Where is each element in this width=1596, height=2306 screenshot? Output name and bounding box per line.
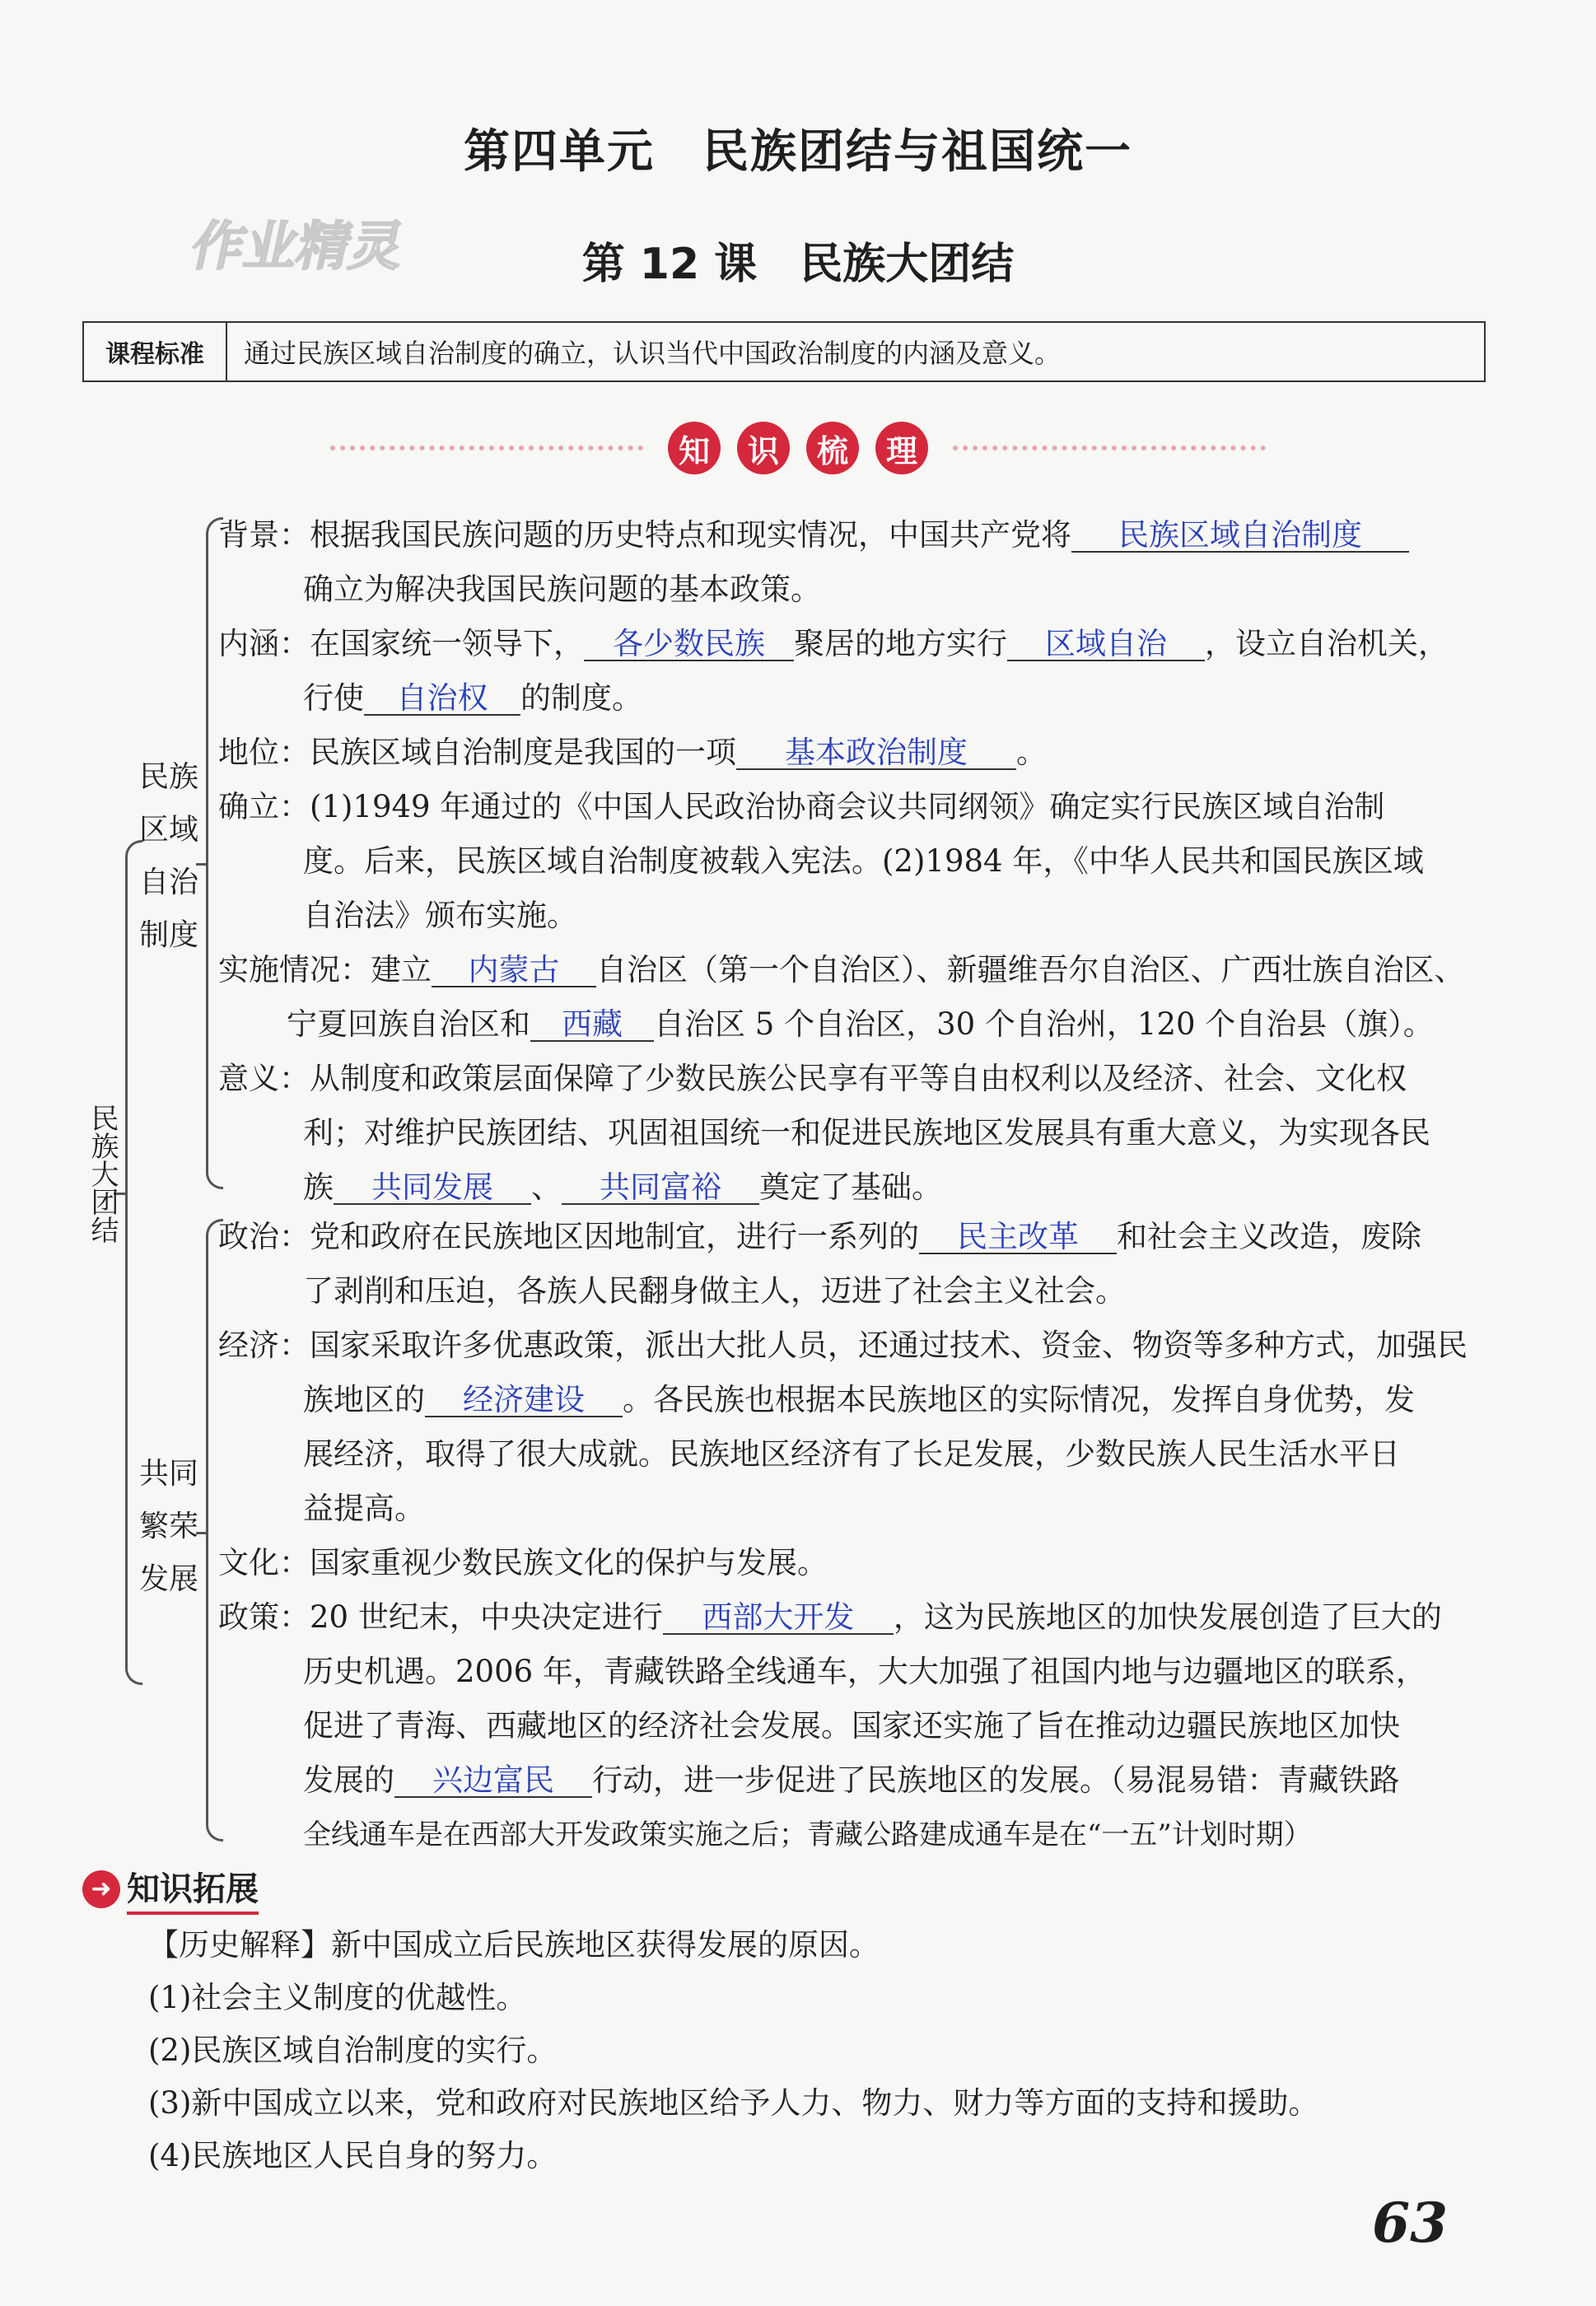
answer-blank: 内蒙古 xyxy=(432,955,596,987)
text-line: 实施情况：建立 内蒙古 自治区（第一个自治区）、新疆维吾尔自治区、广西壮族自治区、 xyxy=(218,952,1465,987)
extension-item: (3)新中国成立以来，党和政府对民族地区给予人力、物力、财力等方面的支持和援助。 xyxy=(148,2085,1319,2121)
text-line: 展经济，取得了很大成就。民族地区经济有了长足发展，少数民族人民生活水平日 xyxy=(303,1436,1400,1472)
page-number: 63 xyxy=(1372,2191,1448,2255)
text-line: 经济：国家采取许多优惠政策，派出大批人员，还通过技术、资金、物资等多种方式，加强民 xyxy=(218,1328,1468,1363)
divider xyxy=(330,446,643,450)
answer-blank: 共同富裕 xyxy=(562,1172,759,1205)
standard-text: 通过民族区域自治制度的确立，认识当代中国政治制度的内涵及意义。 xyxy=(244,338,1062,369)
text-line: 背景：根据我国民族问题的历史特点和现实情况，中国共产党将 民族区域自治制度 xyxy=(218,517,1409,553)
text-line: 确立：(1)1949 年通过的《中国人民政治协商会议共同纲领》确定实行民族区域自治制 xyxy=(218,789,1385,824)
divider xyxy=(953,446,1266,450)
answer-blank: 西部大开发 xyxy=(663,1602,894,1635)
arrow-right-icon: ➜ xyxy=(82,1870,120,1908)
text-line: 益提高。 xyxy=(303,1491,425,1526)
text-line: 内涵：在国家统一领导下， 各少数民族 聚居的地方实行 区域自治 ，设立自治机关， xyxy=(218,626,1449,661)
text-line: 发展的 兴边富民 行动，进一步促进了民族地区的发展。（易混易错：青藏铁路 xyxy=(303,1762,1400,1798)
answer-blank: 区域自治 xyxy=(1007,628,1205,661)
text-line: 了剥削和压迫，各族人民翻身做主人，迈进了社会主义社会。 xyxy=(303,1273,1126,1309)
extension-item: (1)社会主义制度的优越性。 xyxy=(148,1980,527,2015)
text-line: 确立为解决我国民族问题的基本政策。 xyxy=(303,572,821,607)
text-line: 全线通车是在西部大开发政策实施之后；青藏公路建成通车是在“一五”计划时期） xyxy=(303,1818,1312,1851)
text-line: 族 共同发展 、 共同富裕 奠定了基础。 xyxy=(303,1169,942,1205)
watermark-logo: 作业精灵 xyxy=(185,217,410,278)
standard-label: 课程标准 xyxy=(84,323,227,380)
heading-char: 识 xyxy=(737,422,790,474)
text-line: 政治：党和政府在民族地区因地制宜，进行一系列的 民主改革 和社会主义改造，废除 xyxy=(218,1219,1421,1254)
answer-blank: 自治权 xyxy=(364,683,520,716)
unit-title: 第四单元 民族团结与祖国统一 xyxy=(464,125,1132,179)
branch2-brace xyxy=(206,1219,223,1842)
answer-blank: 各少数民族 xyxy=(584,628,794,661)
text-line: 历史机遇。2006 年，青藏铁路全线通车，大大加强了祖国内地与边疆地区的联系， xyxy=(303,1654,1426,1689)
answer-blank: 兴边富民 xyxy=(394,1765,592,1798)
text-line: 利；对维护民族团结、巩固祖国统一和促进民族地区发展具有重大意义，为实现各民 xyxy=(303,1115,1430,1151)
text-line: 行使 自治权 的制度。 xyxy=(303,680,642,716)
text-line: 族地区的 经济建设 。各民族也根据本民族地区的实际情况，发挥自身优势，发 xyxy=(303,1382,1415,1417)
answer-blank: 民族区域自治制度 xyxy=(1071,520,1409,553)
extension-heading xyxy=(82,1863,259,1915)
answer-blank: 共同发展 xyxy=(334,1172,531,1205)
extension-title: 【历史解释】新中国成立后民族地区获得发展的原因。 xyxy=(148,1927,880,1963)
text-line: 意义：从制度和政策层面保障了少数民族公民享有平等自由权利以及经济、社会、文化权 xyxy=(218,1061,1407,1096)
lesson-title: 第 12 课 民族大团结 xyxy=(581,240,1015,289)
text-line: 度。后来，民族区域自治制度被载入宪法。(2)1984 年，《中华人民共和国民族区域 xyxy=(303,843,1424,879)
root-label: 民族大团结 xyxy=(86,1104,119,1244)
text-line: 促进了青海、西藏地区的经济社会发展。国家还实施了旨在推动边疆民族地区加快 xyxy=(303,1708,1400,1744)
text-line: 宁夏回族自治区和 西藏 自治区 5 个自治区，30 个自治州，120 个自治县（旗）。 xyxy=(287,1006,1434,1042)
extension-item: (4)民族地区人民自身的努力。 xyxy=(148,2138,558,2173)
answer-blank: 经济建设 xyxy=(425,1384,623,1417)
answer-blank: 基本政治制度 xyxy=(736,737,1016,770)
extension-heading-text: 知识拓展 xyxy=(127,1863,259,1915)
heading-char: 理 xyxy=(875,422,928,474)
heading-char: 知 xyxy=(668,422,721,474)
text-line: 自治法》颁布实施。 xyxy=(303,898,577,933)
answer-blank: 民主改革 xyxy=(919,1221,1117,1254)
heading-char: 梳 xyxy=(806,422,859,474)
answer-blank: 西藏 xyxy=(530,1009,654,1042)
branch1-label: 民族区域自治制度 xyxy=(138,760,198,952)
section-heading xyxy=(0,422,1596,474)
branch2-label: 共同繁荣发展 xyxy=(138,1457,198,1596)
extension-item: (2)民族区域自治制度的实行。 xyxy=(148,2033,558,2068)
text-line: 地位：民族区域自治制度是我国的一项 基本政治制度 。 xyxy=(218,735,1047,770)
text-line: 文化：国家重视少数民族文化的保护与发展。 xyxy=(218,1545,828,1580)
text-line: 政策：20 世纪末，中央决定进行 西部大开发 ，这为民族地区的加快发展创造了巨大的 xyxy=(218,1599,1442,1635)
curriculum-standard-box xyxy=(82,321,1486,382)
